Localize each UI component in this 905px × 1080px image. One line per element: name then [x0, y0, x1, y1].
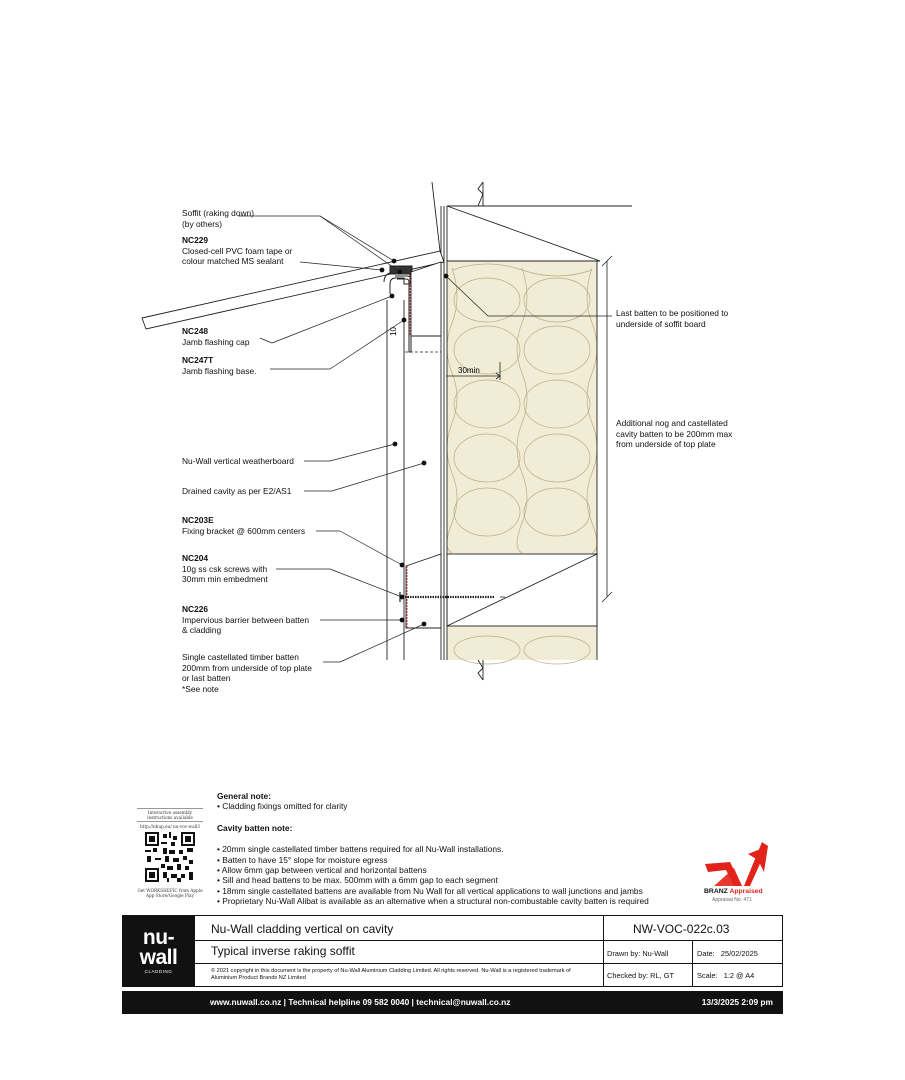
top-batten [411, 262, 441, 336]
copyright-text: © 2021 copyright in this document is the property of Nu-Wall Aluminium Cladding Limited. All rights reserved. Nu-Wall is a registered trademark of Aluminium Product Brands NZ Limited [211, 968, 571, 981]
date-label: Date: [697, 949, 715, 958]
nc226-line-2: & cladding [182, 625, 222, 636]
scale-label: Scale: [697, 971, 718, 980]
qr-top-text: Interactive assembly instructions available [137, 808, 203, 822]
nc226-line-1: Impervious barrier between batten [182, 614, 310, 625]
general-note-list [217, 801, 697, 811]
title-divider [194, 940, 782, 941]
cavity-note-item: • 18mm single castellated battens are available from Nu Wall for all vertical applications to wall junctions and jambs [217, 886, 697, 896]
nc203e-line-1: Fixing bracket @ 600mm centers [182, 525, 306, 536]
nog [447, 554, 597, 626]
scale-cell [697, 971, 754, 980]
branz-appraisal-number: Appraisal No. 471 [712, 897, 752, 903]
footer-contact[interactable]: www.nuwall.co.nz | Technical helpline 09 582 0040 | technical@nuwall.co.nz [210, 997, 511, 1007]
bottom-batten [406, 554, 441, 628]
logo-caption: CLADDING [144, 969, 173, 974]
single-batten-line-4: *See note [182, 683, 219, 694]
single-batten-line-3: or last batten [182, 673, 231, 684]
branz-appraised-text [704, 888, 763, 895]
nuwall-logo [123, 916, 194, 986]
weatherboard-label: Nu-Wall vertical weatherboard [182, 456, 294, 466]
logo-top-text: nu- [142, 926, 175, 949]
last-batten-line-2: underside of soffit board [616, 318, 706, 329]
footer-timestamp: 13/3/2025 2:09 pm [701, 997, 773, 1007]
callout-nc248 [182, 326, 250, 347]
branz-appraised: Appraised [729, 888, 763, 895]
callout-additional-nog [616, 418, 732, 450]
nc248-code: NC248 [182, 326, 209, 336]
callout-nc204 [182, 553, 268, 585]
footer-bar [122, 991, 783, 1014]
single-batten-line-2: 200mm from underside of top plate [182, 662, 312, 673]
callout-soffit [182, 208, 254, 229]
callout-nc247t [182, 355, 257, 376]
title-block [122, 915, 783, 987]
cavity-note-item: • Sill and head battens to be max. 500mm with a 6mm gap to each segment [217, 875, 697, 885]
general-note-item: • Cladding fixings omitted for clarity [217, 801, 697, 811]
cavity-note-item: • Batten to have 15° slope for moisture egress [217, 855, 697, 865]
nc229-line-1: Closed-cell PVC foam tape or [182, 245, 293, 256]
cavity-note-heading: Cavity batten note: [217, 822, 293, 833]
checked-by: Checked by: RL, GT [607, 971, 674, 980]
callout-single-batten [182, 652, 312, 694]
cavity-note-list [217, 844, 697, 906]
callout-last-batten [616, 308, 728, 329]
drawing-title: Nu-Wall cladding vertical on cavity [211, 922, 394, 936]
drawing-subtitle: Typical inverse raking soffit [211, 944, 355, 958]
cavity-note-item: • Allow 6mm gap between vertical and horizontal battens [217, 865, 697, 875]
callout-nc226 [182, 604, 309, 636]
general-note-heading: General note: [217, 791, 271, 801]
nc204-line-2: 30mm min embedment [182, 574, 268, 585]
info-divider [603, 916, 604, 986]
drawn-by: Drawn by: Nu-Wall [607, 949, 669, 958]
last-batten-line-1: Last batten to be positioned to [616, 308, 729, 318]
date-cell [697, 949, 758, 958]
qr-url-text: http://nhup.eu/ nu-voc-wall3 [140, 824, 200, 829]
soffit-line-2: (by others) [182, 218, 223, 229]
additional-nog-line-2: cavity batten to be 200mm max [616, 428, 733, 439]
scale-value: 1:2 @ A4 [723, 971, 755, 980]
nc203e-code: NC203E [182, 515, 214, 525]
logo-divider [194, 916, 195, 986]
nc229-line-2: colour matched MS sealant [182, 256, 284, 267]
additional-nog-line-3: from underside of top plate [616, 439, 716, 450]
nc247t-code: NC247T [182, 355, 214, 365]
qr-block[interactable] [137, 808, 203, 898]
cavity-note-item: • Proprietary Nu-Wall Alibat is available as an alternative when a structural non-combustable cavity batten is required [217, 896, 697, 906]
callout-nc229 [182, 235, 292, 267]
date-divider [692, 940, 693, 986]
nc204-line-1: 10g ss csk screws with [182, 563, 268, 574]
jamb-flashing [384, 266, 412, 352]
single-batten-line-1: Single castellated timber batten [182, 652, 299, 662]
dim-30min-label: 30min [458, 366, 480, 375]
callout-weatherboard [182, 456, 294, 467]
callout-cavity [182, 486, 291, 497]
subtitle-divider [194, 963, 782, 964]
nc226-code: NC226 [182, 604, 209, 614]
qr-bottom-text: Get WORKSHEFIC from Apple App Store/Google Play [137, 888, 203, 898]
branz-brand: BRANZ [704, 888, 728, 895]
nc247t-line-1: Jamb flashing base. [182, 365, 257, 376]
nc248-line-1: Jamb flashing cap [182, 336, 250, 347]
callout-nc203e [182, 515, 305, 536]
dim-10-label: 10 [389, 327, 398, 336]
notes-panel [217, 791, 697, 907]
qr-code-icon[interactable] [145, 832, 195, 882]
date-value: 25/02/2025 [720, 949, 758, 958]
top-plate [447, 182, 632, 261]
logo-bottom-text: wall [139, 946, 178, 969]
cavity-note-item: • 20mm single castellated timber battens required for all Nu-Wall installations. [217, 844, 697, 854]
nc229-code: NC229 [182, 235, 209, 245]
nc204-code: NC204 [182, 553, 209, 563]
additional-nog-line-1: Additional nog and castellated [616, 418, 728, 428]
drawing-code: NW-VOC-022c.03 [633, 922, 730, 936]
soffit-line-1: Soffit (raking down) [182, 208, 254, 218]
cavity-label: Drained cavity as per E2/AS1 [182, 486, 292, 496]
